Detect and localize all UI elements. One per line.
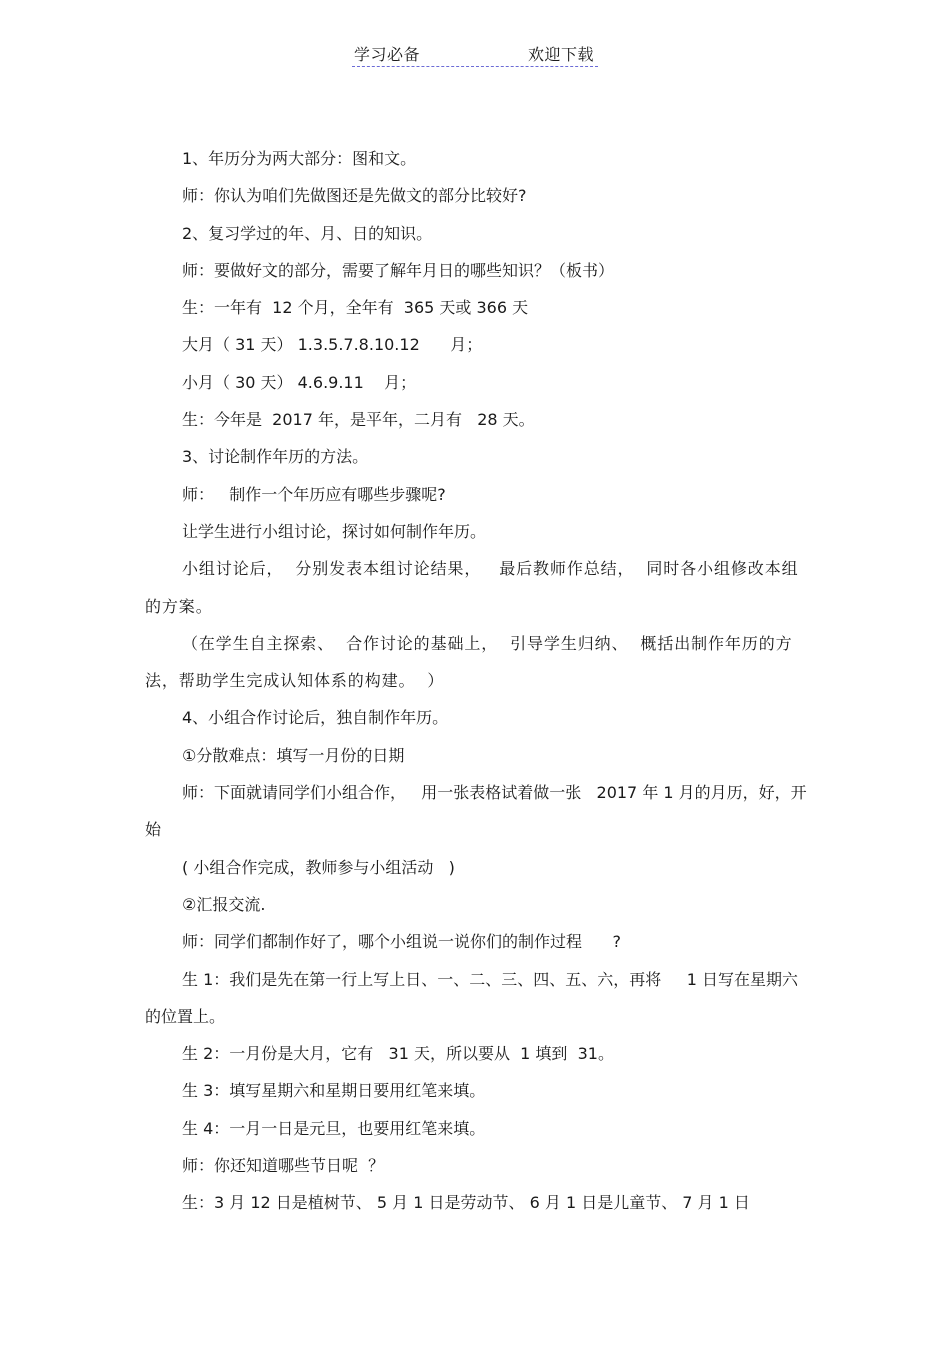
- paragraph: 师：你还知道哪些节日呢 ？: [182, 1156, 385, 1176]
- paragraph: 3、讨论制作年历的方法。: [182, 447, 369, 467]
- paragraph: 让学生进行小组讨论，探讨如何制作年历。: [182, 521, 487, 541]
- paragraph: 2、复习学过的年、月、日的知识。: [182, 223, 433, 243]
- paragraph: 1、年历分为两大部分：图和文。: [182, 149, 417, 168]
- page-header: [352, 40, 598, 67]
- paragraph: 师：要做好文的部分，需要了解年月日的哪些知识？（板书）: [182, 260, 615, 280]
- paragraph: 生 1：我们是先在第一行上写上日、一、二、三、四、五、六，再将 1 日写在星期六的位置上。: [145, 969, 798, 1026]
- paragraph: 生：一年有 12 个月，全年有 365 天或 366 天: [182, 298, 529, 318]
- header-left-text: 学习必备: [354, 45, 421, 64]
- paragraph: 生 2：一月份是大月，它有 31 天，所以要从 1 填到 31。: [182, 1044, 614, 1064]
- paragraph: 师： 制作一个年历应有哪些步骤呢?: [182, 484, 446, 504]
- paragraph: 师：下面就请同学们小组合作， 用一张表格试着做一张 2017 年 1 月的月历，好，开始: [145, 783, 807, 840]
- paragraph: 大月（ 31 天） 1.3.5.7.8.10.12 月；: [182, 335, 483, 355]
- paragraph: ①分散难点：填写一月份的日期: [182, 745, 405, 765]
- header-right-text: 欢迎下载: [527, 45, 594, 64]
- paragraph: 师：同学们都制作好了，哪个小组说一说你们的制作过程 ?: [182, 932, 622, 952]
- paragraph: 生 4：一月一日是元旦，也要用红笔来填。: [182, 1118, 486, 1138]
- paragraph: ②汇报交流.: [182, 894, 266, 914]
- paragraph: 生：3 月 12 日是植树节、 5 月 1 日是劳动节、 6 月 1 日是儿童节、 7 月 1 日: [182, 1193, 750, 1213]
- paragraph: 生 3：填写星期六和星期日要用红笔来填。: [182, 1081, 486, 1101]
- paragraph: （在学生自主探索、 合作讨论的基础上， 引导学生归纳、 概括出制作年历的方法，帮助学生完成认知体系的构建。 ）: [145, 633, 793, 691]
- paragraph: 4、小组合作讨论后，独自制作年历。: [182, 708, 449, 728]
- paragraph: 小组讨论后， 分别发表本组讨论结果， 最后教师作总结， 同时各小组修改本组的方案。: [145, 559, 799, 616]
- paragraph: 生：今年是 2017 年，是平年，二月有 28 天。: [182, 410, 535, 430]
- paragraph: ( 小组合作完成，教师参与小组活动 ): [182, 857, 455, 877]
- paragraph: 小月（ 30 天） 4.6.9.11 月；: [182, 372, 417, 392]
- paragraph: 师：你认为咱们先做图还是先做文的部分比较好?: [182, 186, 527, 206]
- document-body: [145, 140, 810, 1222]
